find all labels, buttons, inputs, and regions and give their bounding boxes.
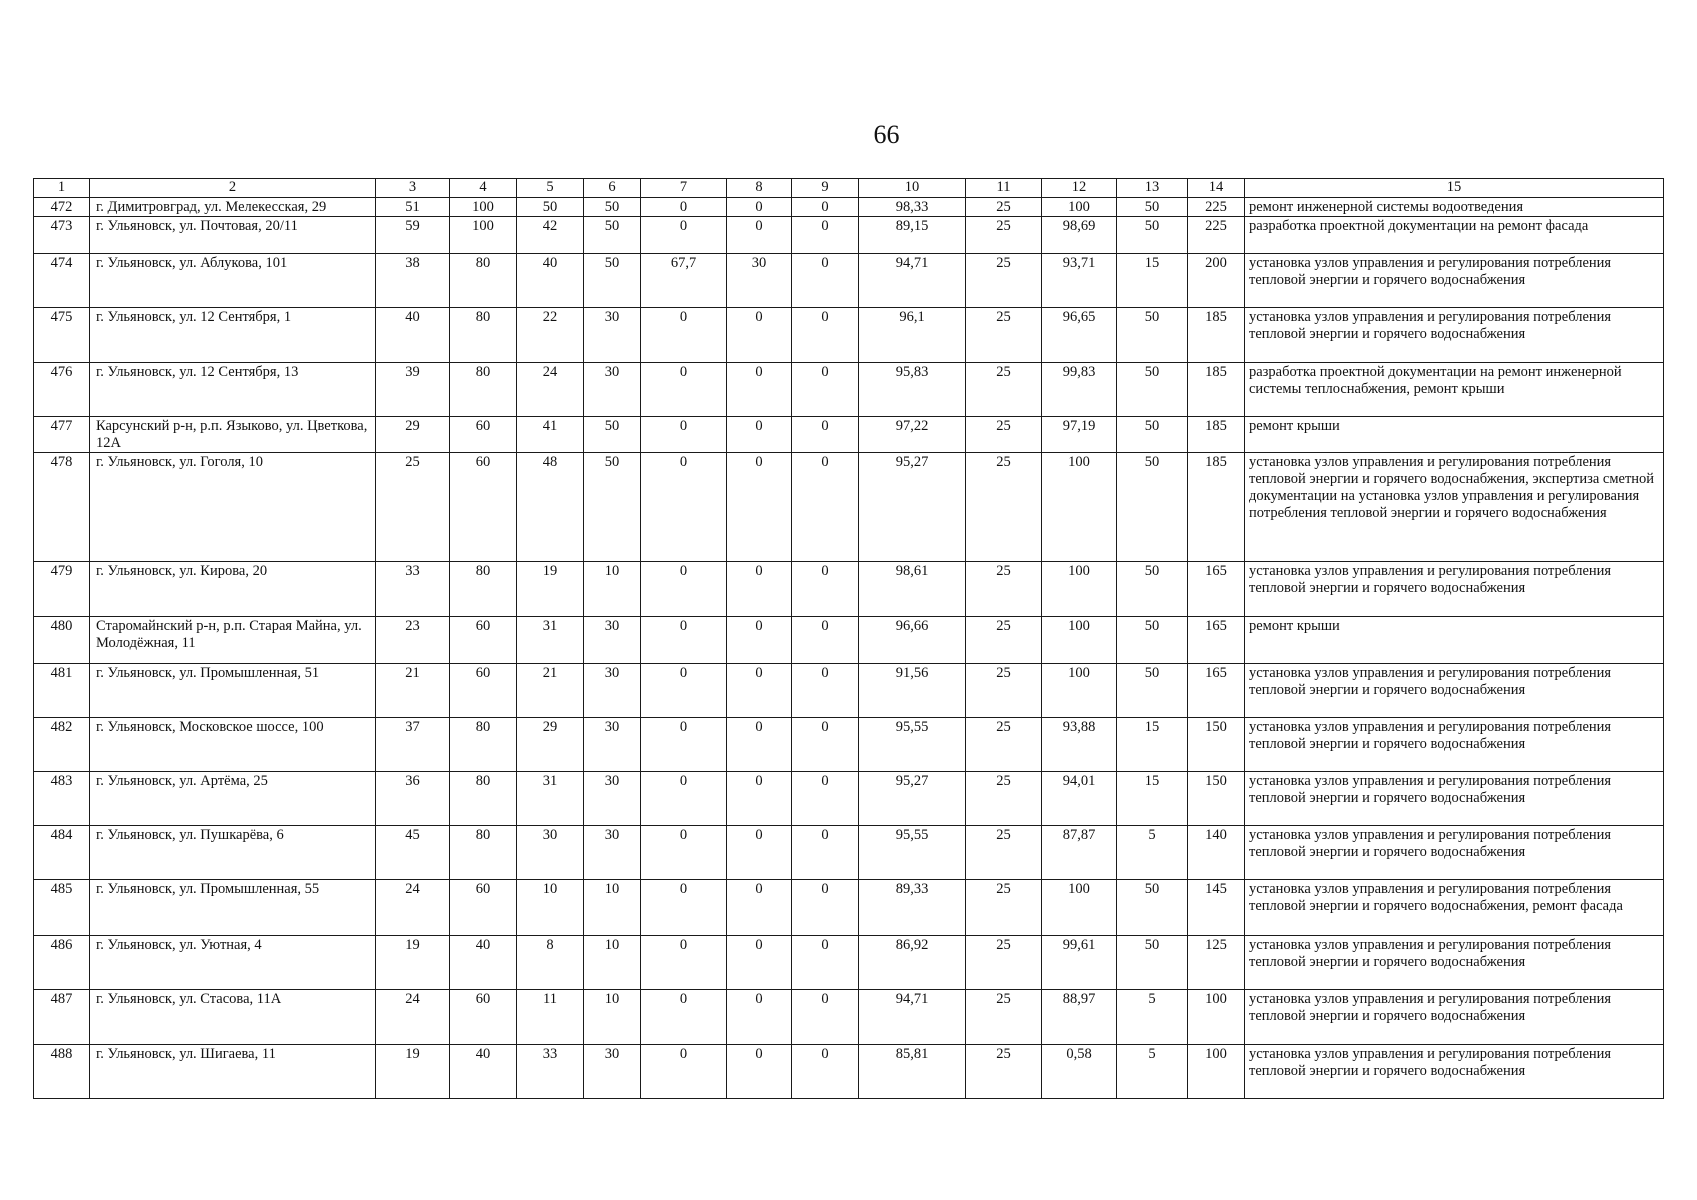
cell-col-11: 25 bbox=[966, 254, 1042, 308]
cell-col-10: 95,83 bbox=[859, 363, 966, 417]
cell-col-5: 48 bbox=[517, 453, 584, 562]
cell-col-11: 25 bbox=[966, 936, 1042, 990]
cell-col-4: 60 bbox=[450, 453, 517, 562]
cell-col-3: 45 bbox=[376, 826, 450, 880]
cell-col-14: 100 bbox=[1188, 990, 1245, 1045]
cell-col-5: 31 bbox=[517, 772, 584, 826]
cell-col-3: 24 bbox=[376, 990, 450, 1045]
cell-col-5: 40 bbox=[517, 254, 584, 308]
cell-col-3: 21 bbox=[376, 664, 450, 718]
cell-address: г. Ульяновск, ул. Уютная, 4 bbox=[90, 936, 376, 990]
cell-col-9: 0 bbox=[792, 453, 859, 562]
cell-col-10: 86,92 bbox=[859, 936, 966, 990]
cell-work-type: разработка проектной документации на ремонт инженерной системы теплоснабжения, ремонт крыши bbox=[1245, 363, 1664, 417]
cell-work-type: разработка проектной документации на ремонт фасада bbox=[1245, 217, 1664, 254]
cell-col-11: 25 bbox=[966, 664, 1042, 718]
cell-col-14: 165 bbox=[1188, 664, 1245, 718]
cell-col-11: 25 bbox=[966, 453, 1042, 562]
cell-address: г. Ульяновск, ул. Промышленная, 55 bbox=[90, 880, 376, 936]
cell-col-5: 22 bbox=[517, 308, 584, 363]
cell-col-13: 15 bbox=[1117, 718, 1188, 772]
cell-col-7: 0 bbox=[641, 417, 727, 453]
cell-col-6: 30 bbox=[584, 1045, 641, 1099]
cell-col-13: 5 bbox=[1117, 1045, 1188, 1099]
cell-address: г. Ульяновск, ул. 12 Сентября, 1 bbox=[90, 308, 376, 363]
cell-row-number: 480 bbox=[34, 617, 90, 664]
column-header-5: 5 bbox=[517, 179, 584, 198]
cell-col-6: 50 bbox=[584, 254, 641, 308]
cell-col-3: 37 bbox=[376, 718, 450, 772]
cell-row-number: 483 bbox=[34, 772, 90, 826]
cell-col-8: 0 bbox=[727, 453, 792, 562]
cell-col-12: 88,97 bbox=[1042, 990, 1117, 1045]
cell-col-4: 40 bbox=[450, 1045, 517, 1099]
cell-col-4: 80 bbox=[450, 772, 517, 826]
cell-col-13: 50 bbox=[1117, 562, 1188, 617]
cell-col-8: 0 bbox=[727, 772, 792, 826]
cell-col-7: 0 bbox=[641, 562, 727, 617]
cell-col-8: 0 bbox=[727, 617, 792, 664]
cell-col-12: 100 bbox=[1042, 617, 1117, 664]
cell-col-13: 50 bbox=[1117, 217, 1188, 254]
cell-col-9: 0 bbox=[792, 363, 859, 417]
cell-row-number: 487 bbox=[34, 990, 90, 1045]
column-header-6: 6 bbox=[584, 179, 641, 198]
cell-col-7: 0 bbox=[641, 217, 727, 254]
cell-col-4: 60 bbox=[450, 617, 517, 664]
cell-col-10: 89,15 bbox=[859, 217, 966, 254]
cell-col-8: 0 bbox=[727, 990, 792, 1045]
cell-col-11: 25 bbox=[966, 772, 1042, 826]
column-header-14: 14 bbox=[1188, 179, 1245, 198]
cell-row-number: 485 bbox=[34, 880, 90, 936]
cell-row-number: 473 bbox=[34, 217, 90, 254]
cell-col-7: 0 bbox=[641, 936, 727, 990]
cell-col-6: 30 bbox=[584, 664, 641, 718]
cell-col-8: 0 bbox=[727, 880, 792, 936]
cell-row-number: 482 bbox=[34, 718, 90, 772]
cell-row-number: 484 bbox=[34, 826, 90, 880]
column-header-8: 8 bbox=[727, 179, 792, 198]
cell-col-9: 0 bbox=[792, 880, 859, 936]
cell-col-4: 80 bbox=[450, 718, 517, 772]
column-header-3: 3 bbox=[376, 179, 450, 198]
table-row bbox=[34, 664, 1664, 718]
cell-col-11: 25 bbox=[966, 363, 1042, 417]
cell-col-4: 100 bbox=[450, 217, 517, 254]
cell-col-3: 59 bbox=[376, 217, 450, 254]
page-number: 66 bbox=[873, 120, 900, 149]
cell-col-4: 80 bbox=[450, 363, 517, 417]
cell-col-3: 36 bbox=[376, 772, 450, 826]
cell-row-number: 486 bbox=[34, 936, 90, 990]
cell-row-number: 481 bbox=[34, 664, 90, 718]
cell-col-4: 100 bbox=[450, 198, 517, 217]
cell-address: Карсунский р-н, р.п. Языково, ул. Цветкова, 12А bbox=[90, 417, 376, 453]
cell-col-10: 94,71 bbox=[859, 254, 966, 308]
cell-col-8: 0 bbox=[727, 363, 792, 417]
cell-row-number: 488 bbox=[34, 1045, 90, 1099]
cell-address: г. Ульяновск, ул. 12 Сентября, 13 bbox=[90, 363, 376, 417]
cell-col-6: 30 bbox=[584, 826, 641, 880]
cell-col-4: 80 bbox=[450, 254, 517, 308]
column-header-9: 9 bbox=[792, 179, 859, 198]
cell-address: г. Ульяновск, ул. Пушкарёва, 6 bbox=[90, 826, 376, 880]
cell-col-6: 10 bbox=[584, 990, 641, 1045]
cell-col-3: 24 bbox=[376, 880, 450, 936]
cell-work-type: установка узлов управления и регулирования потребления тепловой энергии и горячего водоснабжения bbox=[1245, 936, 1664, 990]
table-row bbox=[34, 718, 1664, 772]
cell-col-11: 25 bbox=[966, 617, 1042, 664]
cell-col-9: 0 bbox=[792, 1045, 859, 1099]
data-table bbox=[33, 178, 1664, 1099]
cell-address: г. Ульяновск, ул. Почтовая, 20/11 bbox=[90, 217, 376, 254]
cell-col-9: 0 bbox=[792, 217, 859, 254]
table-row bbox=[34, 562, 1664, 617]
cell-col-13: 50 bbox=[1117, 363, 1188, 417]
cell-col-6: 50 bbox=[584, 453, 641, 562]
table-row bbox=[34, 254, 1664, 308]
cell-col-6: 50 bbox=[584, 198, 641, 217]
cell-col-14: 150 bbox=[1188, 772, 1245, 826]
column-header-15: 15 bbox=[1245, 179, 1664, 198]
cell-col-3: 39 bbox=[376, 363, 450, 417]
cell-col-4: 80 bbox=[450, 826, 517, 880]
cell-col-10: 95,55 bbox=[859, 826, 966, 880]
cell-col-5: 11 bbox=[517, 990, 584, 1045]
cell-col-12: 93,88 bbox=[1042, 718, 1117, 772]
cell-col-5: 31 bbox=[517, 617, 584, 664]
cell-col-12: 98,69 bbox=[1042, 217, 1117, 254]
cell-col-3: 25 bbox=[376, 453, 450, 562]
cell-col-8: 0 bbox=[727, 936, 792, 990]
cell-col-11: 25 bbox=[966, 198, 1042, 217]
cell-col-9: 0 bbox=[792, 664, 859, 718]
cell-col-12: 97,19 bbox=[1042, 417, 1117, 453]
cell-col-4: 40 bbox=[450, 936, 517, 990]
cell-col-6: 50 bbox=[584, 417, 641, 453]
cell-col-9: 0 bbox=[792, 617, 859, 664]
cell-col-14: 185 bbox=[1188, 453, 1245, 562]
cell-col-7: 0 bbox=[641, 990, 727, 1045]
cell-col-10: 85,81 bbox=[859, 1045, 966, 1099]
cell-col-9: 0 bbox=[792, 718, 859, 772]
cell-col-14: 185 bbox=[1188, 363, 1245, 417]
cell-work-type: ремонт инженерной системы водоотведения bbox=[1245, 198, 1664, 217]
cell-col-13: 5 bbox=[1117, 826, 1188, 880]
cell-col-14: 165 bbox=[1188, 617, 1245, 664]
cell-col-10: 95,27 bbox=[859, 453, 966, 562]
cell-col-5: 8 bbox=[517, 936, 584, 990]
column-header-13: 13 bbox=[1117, 179, 1188, 198]
cell-col-5: 50 bbox=[517, 198, 584, 217]
cell-col-4: 60 bbox=[450, 880, 517, 936]
cell-col-4: 60 bbox=[450, 990, 517, 1045]
cell-work-type: установка узлов управления и регулирования потребления тепловой энергии и горячего водоснабжения bbox=[1245, 826, 1664, 880]
column-header-4: 4 bbox=[450, 179, 517, 198]
cell-work-type: установка узлов управления и регулирования потребления тепловой энергии и горячего водоснабжения bbox=[1245, 1045, 1664, 1099]
cell-col-12: 99,83 bbox=[1042, 363, 1117, 417]
cell-col-14: 125 bbox=[1188, 936, 1245, 990]
cell-col-12: 100 bbox=[1042, 880, 1117, 936]
cell-work-type: установка узлов управления и регулирования потребления тепловой энергии и горячего водоснабжения bbox=[1245, 772, 1664, 826]
cell-address: г. Ульяновск, ул. Артёма, 25 bbox=[90, 772, 376, 826]
cell-col-9: 0 bbox=[792, 417, 859, 453]
cell-col-13: 50 bbox=[1117, 617, 1188, 664]
cell-col-13: 50 bbox=[1117, 453, 1188, 562]
cell-col-8: 0 bbox=[727, 217, 792, 254]
cell-address: г. Ульяновск, ул. Гоголя, 10 bbox=[90, 453, 376, 562]
table-row bbox=[34, 363, 1664, 417]
cell-work-type: установка узлов управления и регулирования потребления тепловой энергии и горячего водоснабжения bbox=[1245, 664, 1664, 718]
cell-col-6: 30 bbox=[584, 363, 641, 417]
cell-col-3: 38 bbox=[376, 254, 450, 308]
cell-col-6: 10 bbox=[584, 880, 641, 936]
table-row bbox=[34, 417, 1664, 453]
cell-col-11: 25 bbox=[966, 990, 1042, 1045]
cell-col-13: 15 bbox=[1117, 254, 1188, 308]
cell-address: г. Ульяновск, Московское шоссе, 100 bbox=[90, 718, 376, 772]
table-row bbox=[34, 308, 1664, 363]
cell-col-5: 41 bbox=[517, 417, 584, 453]
cell-address: г. Димитровград, ул. Мелекесская, 29 bbox=[90, 198, 376, 217]
cell-col-7: 0 bbox=[641, 718, 727, 772]
cell-col-7: 0 bbox=[641, 198, 727, 217]
cell-col-13: 50 bbox=[1117, 880, 1188, 936]
cell-col-6: 30 bbox=[584, 772, 641, 826]
cell-col-7: 67,7 bbox=[641, 254, 727, 308]
column-header-2: 2 bbox=[90, 179, 376, 198]
table-row bbox=[34, 880, 1664, 936]
cell-row-number: 477 bbox=[34, 417, 90, 453]
cell-col-14: 185 bbox=[1188, 308, 1245, 363]
cell-col-14: 100 bbox=[1188, 1045, 1245, 1099]
cell-work-type: установка узлов управления и регулирования потребления тепловой энергии и горячего водоснабжения, ремонт фасада bbox=[1245, 880, 1664, 936]
cell-col-12: 100 bbox=[1042, 664, 1117, 718]
cell-col-4: 80 bbox=[450, 562, 517, 617]
cell-col-13: 50 bbox=[1117, 417, 1188, 453]
table-row bbox=[34, 1045, 1664, 1099]
cell-col-9: 0 bbox=[792, 562, 859, 617]
cell-col-12: 94,01 bbox=[1042, 772, 1117, 826]
cell-col-8: 30 bbox=[727, 254, 792, 308]
cell-row-number: 479 bbox=[34, 562, 90, 617]
cell-address: г. Ульяновск, ул. Кирова, 20 bbox=[90, 562, 376, 617]
cell-col-12: 87,87 bbox=[1042, 826, 1117, 880]
cell-col-8: 0 bbox=[727, 718, 792, 772]
cell-col-4: 60 bbox=[450, 417, 517, 453]
cell-col-3: 19 bbox=[376, 936, 450, 990]
cell-col-7: 0 bbox=[641, 617, 727, 664]
cell-col-7: 0 bbox=[641, 453, 727, 562]
cell-col-10: 96,1 bbox=[859, 308, 966, 363]
cell-work-type: установка узлов управления и регулирования потребления тепловой энергии и горячего водоснабжения, экспертиза сметной документации на установка узлов управления и регулирования потребления тепловой энергии и горячего водоснабжения bbox=[1245, 453, 1664, 562]
cell-col-14: 165 bbox=[1188, 562, 1245, 617]
cell-col-3: 33 bbox=[376, 562, 450, 617]
cell-col-5: 29 bbox=[517, 718, 584, 772]
cell-col-9: 0 bbox=[792, 198, 859, 217]
table-row bbox=[34, 772, 1664, 826]
table-row bbox=[34, 826, 1664, 880]
cell-col-13: 50 bbox=[1117, 308, 1188, 363]
cell-col-10: 94,71 bbox=[859, 990, 966, 1045]
cell-col-12: 0,58 bbox=[1042, 1045, 1117, 1099]
cell-col-7: 0 bbox=[641, 826, 727, 880]
cell-col-14: 185 bbox=[1188, 417, 1245, 453]
cell-col-10: 91,56 bbox=[859, 664, 966, 718]
cell-col-11: 25 bbox=[966, 1045, 1042, 1099]
cell-work-type: установка узлов управления и регулирования потребления тепловой энергии и горячего водоснабжения bbox=[1245, 718, 1664, 772]
cell-col-13: 15 bbox=[1117, 772, 1188, 826]
cell-col-7: 0 bbox=[641, 1045, 727, 1099]
cell-col-8: 0 bbox=[727, 417, 792, 453]
cell-row-number: 472 bbox=[34, 198, 90, 217]
cell-col-10: 97,22 bbox=[859, 417, 966, 453]
cell-col-5: 21 bbox=[517, 664, 584, 718]
table-row bbox=[34, 617, 1664, 664]
cell-col-11: 25 bbox=[966, 308, 1042, 363]
cell-address: г. Ульяновск, ул. Промышленная, 51 bbox=[90, 664, 376, 718]
cell-address: г. Ульяновск, ул. Шигаева, 11 bbox=[90, 1045, 376, 1099]
cell-col-12: 100 bbox=[1042, 562, 1117, 617]
cell-col-10: 98,33 bbox=[859, 198, 966, 217]
cell-col-13: 50 bbox=[1117, 198, 1188, 217]
cell-col-4: 60 bbox=[450, 664, 517, 718]
cell-col-11: 25 bbox=[966, 718, 1042, 772]
cell-work-type: ремонт крыши bbox=[1245, 617, 1664, 664]
cell-col-8: 0 bbox=[727, 308, 792, 363]
cell-row-number: 474 bbox=[34, 254, 90, 308]
table-row bbox=[34, 198, 1664, 217]
column-header-11: 11 bbox=[966, 179, 1042, 198]
cell-col-9: 0 bbox=[792, 990, 859, 1045]
cell-col-11: 25 bbox=[966, 880, 1042, 936]
cell-row-number: 478 bbox=[34, 453, 90, 562]
table-row bbox=[34, 453, 1664, 562]
cell-col-11: 25 bbox=[966, 826, 1042, 880]
cell-row-number: 475 bbox=[34, 308, 90, 363]
cell-col-3: 51 bbox=[376, 198, 450, 217]
cell-col-10: 95,27 bbox=[859, 772, 966, 826]
cell-address: г. Ульяновск, ул. Аблукова, 101 bbox=[90, 254, 376, 308]
cell-col-14: 140 bbox=[1188, 826, 1245, 880]
cell-col-9: 0 bbox=[792, 254, 859, 308]
cell-col-5: 24 bbox=[517, 363, 584, 417]
cell-col-4: 80 bbox=[450, 308, 517, 363]
cell-col-8: 0 bbox=[727, 562, 792, 617]
cell-col-6: 10 bbox=[584, 936, 641, 990]
cell-col-7: 0 bbox=[641, 664, 727, 718]
cell-col-14: 225 bbox=[1188, 198, 1245, 217]
cell-col-9: 0 bbox=[792, 772, 859, 826]
cell-col-5: 19 bbox=[517, 562, 584, 617]
cell-col-9: 0 bbox=[792, 936, 859, 990]
cell-col-7: 0 bbox=[641, 308, 727, 363]
cell-col-8: 0 bbox=[727, 198, 792, 217]
cell-col-10: 95,55 bbox=[859, 718, 966, 772]
cell-work-type: ремонт крыши bbox=[1245, 417, 1664, 453]
cell-col-14: 150 bbox=[1188, 718, 1245, 772]
cell-work-type: установка узлов управления и регулирования потребления тепловой энергии и горячего водоснабжения bbox=[1245, 254, 1664, 308]
cell-col-14: 145 bbox=[1188, 880, 1245, 936]
cell-col-7: 0 bbox=[641, 363, 727, 417]
cell-col-5: 33 bbox=[517, 1045, 584, 1099]
cell-col-5: 10 bbox=[517, 880, 584, 936]
cell-col-8: 0 bbox=[727, 1045, 792, 1099]
column-header-12: 12 bbox=[1042, 179, 1117, 198]
cell-work-type: установка узлов управления и регулирования потребления тепловой энергии и горячего водоснабжения bbox=[1245, 562, 1664, 617]
cell-col-6: 50 bbox=[584, 217, 641, 254]
cell-col-11: 25 bbox=[966, 217, 1042, 254]
cell-col-10: 98,61 bbox=[859, 562, 966, 617]
cell-col-3: 29 bbox=[376, 417, 450, 453]
cell-col-6: 30 bbox=[584, 308, 641, 363]
cell-col-12: 96,65 bbox=[1042, 308, 1117, 363]
column-header-1: 1 bbox=[34, 179, 90, 198]
column-header-10: 10 bbox=[859, 179, 966, 198]
cell-col-3: 19 bbox=[376, 1045, 450, 1099]
cell-col-11: 25 bbox=[966, 417, 1042, 453]
cell-col-6: 30 bbox=[584, 718, 641, 772]
cell-col-9: 0 bbox=[792, 308, 859, 363]
cell-col-14: 225 bbox=[1188, 217, 1245, 254]
cell-col-7: 0 bbox=[641, 880, 727, 936]
cell-address: г. Ульяновск, ул. Стасова, 11А bbox=[90, 990, 376, 1045]
table-row bbox=[34, 217, 1664, 254]
cell-col-12: 99,61 bbox=[1042, 936, 1117, 990]
cell-row-number: 476 bbox=[34, 363, 90, 417]
cell-col-5: 30 bbox=[517, 826, 584, 880]
cell-col-8: 0 bbox=[727, 664, 792, 718]
cell-col-6: 10 bbox=[584, 562, 641, 617]
cell-address: Старомайнский р-н, р.п. Старая Майна, ул. Молодёжная, 11 bbox=[90, 617, 376, 664]
cell-col-12: 100 bbox=[1042, 198, 1117, 217]
cell-work-type: установка узлов управления и регулирования потребления тепловой энергии и горячего водоснабжения bbox=[1245, 990, 1664, 1045]
column-header-7: 7 bbox=[641, 179, 727, 198]
cell-col-13: 50 bbox=[1117, 664, 1188, 718]
cell-work-type: установка узлов управления и регулирования потребления тепловой энергии и горячего водоснабжения bbox=[1245, 308, 1664, 363]
cell-col-6: 30 bbox=[584, 617, 641, 664]
cell-col-12: 93,71 bbox=[1042, 254, 1117, 308]
cell-col-3: 23 bbox=[376, 617, 450, 664]
cell-col-12: 100 bbox=[1042, 453, 1117, 562]
cell-col-11: 25 bbox=[966, 562, 1042, 617]
header-row bbox=[34, 179, 1664, 198]
cell-col-7: 0 bbox=[641, 772, 727, 826]
cell-col-13: 50 bbox=[1117, 936, 1188, 990]
cell-col-10: 96,66 bbox=[859, 617, 966, 664]
cell-col-9: 0 bbox=[792, 826, 859, 880]
cell-col-8: 0 bbox=[727, 826, 792, 880]
table-row bbox=[34, 990, 1664, 1045]
table-row bbox=[34, 936, 1664, 990]
cell-col-10: 89,33 bbox=[859, 880, 966, 936]
cell-col-13: 5 bbox=[1117, 990, 1188, 1045]
cell-col-5: 42 bbox=[517, 217, 584, 254]
cell-col-3: 40 bbox=[376, 308, 450, 363]
cell-col-14: 200 bbox=[1188, 254, 1245, 308]
